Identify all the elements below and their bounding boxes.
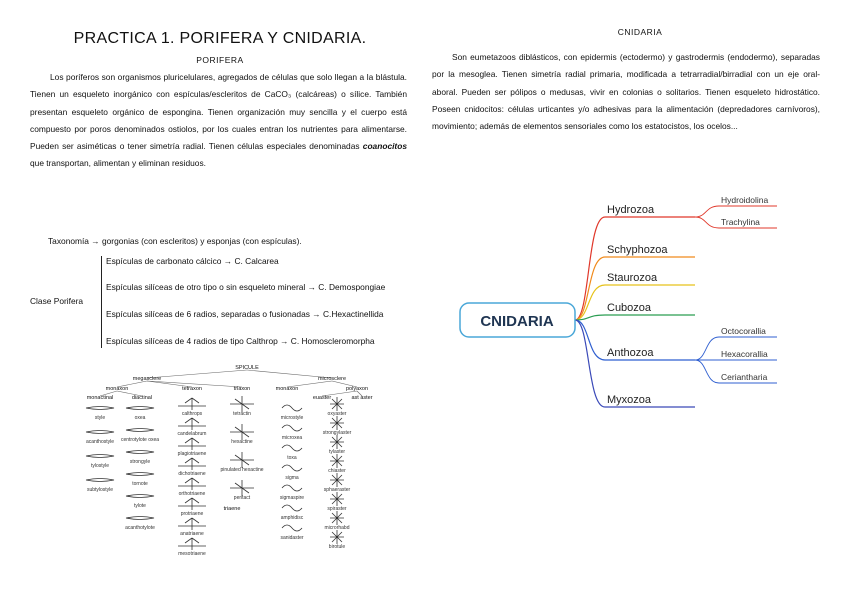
spicule-diagram [82, 362, 382, 572]
spicule-shape-sigma [282, 465, 302, 471]
branch-triaxon: triaxon [233, 386, 251, 392]
sub-diactinal: diactinal [131, 395, 153, 401]
mindmap-class-myxozoa: Myxozoa [607, 394, 652, 406]
spicule-shape-sanidaster [282, 525, 302, 531]
spicule-label-mesotriaene: mesotriaene [178, 551, 206, 557]
spicule-label-microxea: microxea [281, 435, 303, 441]
spicule-shape-pentact [230, 480, 254, 496]
porifera-heading: PORIFERA [196, 55, 244, 65]
spicule-shape-strongylaster [330, 416, 344, 430]
cnidaria-intro [432, 49, 820, 135]
mindmap-subclass-octocorallia: Octocorallia [721, 326, 766, 336]
spicule-shape-birotule [330, 530, 344, 544]
spicule-label-anatriaene: anatriaene [180, 531, 204, 537]
spicule-label-microstyle: microstyle [280, 415, 304, 421]
mindmap-class-hydrozoa: Hydrozoa [607, 204, 655, 216]
branch-tetraxon: tetraxon [182, 386, 202, 392]
cnidaria-intro-text: Son eumetazoos diblásticos, con epidermis (ectodermo) y gastrodermis (endodermo), separadas por la mesoglea. Tienen simetría radial primaria, modificada a tetrarradial/birradial con un eje oral-aboral. Pueden ser pólipos o medusas, vivir en colonias o solitarios. Tienen esqueleto hidrostático. Poseen cnidocitos: células urticantes y/o adhesivas para la alimentación (depredadores carnívoros), movimiento; además de elementos sensoriales como los estatocistos, los ocelos... [432, 52, 820, 132]
megasclere-label: megasclere [132, 376, 162, 382]
spicule-shape-oxea [126, 407, 154, 410]
spicule-root: SPICULE [235, 365, 259, 371]
spicule-shape-microrhabd [330, 511, 344, 525]
spicule-label-spiraster: spiraster [327, 506, 347, 512]
spicule-shape-orthotriaene [178, 478, 206, 490]
clase-item-homoscleromorpha: Espículas silíceas de 4 radios de tipo Calthrop → C. Homoscleromorpha [106, 336, 375, 346]
spicule-shape-spiraster [330, 492, 344, 506]
coanocitos-term: coanocitos [362, 141, 407, 152]
porifera-intro [30, 69, 407, 173]
spicule-label-strongyle: strongyle [129, 459, 151, 465]
spicule-shape-amphidisc [282, 505, 302, 511]
spicule-label-subtylostyle: subtylostyle [86, 487, 114, 493]
spicule-label-orthotriaene: orthotriaene [178, 491, 206, 497]
spicule-shape-acanthotylote [126, 517, 154, 520]
spicule-shape-plagiotriaene [178, 438, 206, 450]
spicule-shape-centrotylote-oxea [126, 429, 154, 432]
spicule-shape-mesotriaene [178, 538, 206, 550]
sub-euaster: euaster [312, 395, 332, 401]
spicule-label-centrotylote-oxea: centrotylote oxea [120, 437, 160, 443]
spicule-shape-pinulated-hexactine [230, 452, 254, 468]
mindmap-subclass-ceriantharia: Ceriantharia [721, 372, 768, 382]
spicule-shape-anatriaene [178, 518, 206, 530]
spicule-label-sanidaster: sanidaster [280, 535, 304, 541]
mindmap-subclass-hydroidolina: Hydroidolina [721, 195, 769, 205]
spicule-label-sigmaspire: sigmaspire [279, 495, 305, 501]
branch-polyaxon: polyaxon [345, 386, 369, 392]
spicule-label-acanthotylote: acanthotylote [125, 525, 155, 531]
spicule-label-acanthostyle: acanthostyle [85, 439, 115, 445]
spicule-shape-microstyle [282, 405, 302, 411]
spicule-label-tetractin: tetractin [233, 411, 251, 417]
spicule-shape-sphaeraster [330, 473, 344, 487]
cnidaria-heading: CNIDARIA [617, 27, 663, 37]
triaene-label: triaene [223, 506, 241, 512]
sub-monactinal: monactinal [86, 395, 114, 401]
spicule-shape-style [86, 407, 114, 410]
spicule-label-candelabrum: candelabrum [177, 431, 207, 437]
spicule-label-sigma: sigma [285, 475, 299, 481]
mindmap-class-anthozoa: Anthozoa [607, 347, 654, 359]
taxonomy-line: Taxonomía → gorgonias (con escleritos) y esponjas (con espículas). [48, 236, 302, 246]
spicule-shape-tornote [126, 473, 154, 476]
spicule-label-plagiotriaene: plagiotriaene [177, 451, 207, 457]
spicule-label-amphidisc: amphidisc [280, 515, 304, 521]
spicule-label-sphaeraster: sphaeraster [323, 487, 351, 493]
spicule-label-calthrops: calthrops [181, 411, 203, 417]
cnidaria-mindmap [455, 195, 795, 430]
spicule-shape-tylote [126, 495, 154, 498]
mindmap-subclass-trachylina: Trachylina [721, 217, 760, 227]
porifera-intro-text-2: que transportan, alimentan y eliminan residuos. [30, 158, 206, 169]
spicule-shape-toxa [282, 445, 302, 451]
spicule-label-style: style [94, 415, 106, 421]
spicule-shape-protriaene [178, 498, 206, 510]
spicule-label-dichotriaene: dichotriaene [178, 471, 206, 477]
spicule-shape-candelabrum [178, 418, 206, 430]
mindmap-subbranch-hydroidolina [695, 206, 777, 217]
branch-monaxon: monaxon [105, 386, 129, 392]
spicule-shape-tetractin [230, 396, 254, 412]
spicule-shape-hexactine [230, 424, 254, 440]
spicule-label-hexactine: hexactine [231, 439, 253, 445]
spicule-label-tylaster: tylaster [328, 449, 346, 455]
spicule-shape-chiaster [330, 454, 344, 468]
spicule-label-pinulated-hexactine: pinulated hexactine [220, 467, 264, 473]
sub-streptaster: ast aster [351, 395, 373, 401]
spicule-label-tylostyle: tylostyle [90, 463, 110, 469]
mindmap-class-staurozoa: Staurozoa [607, 272, 658, 284]
spicule-shape-strongyle [126, 451, 154, 454]
mindmap-branch-cubozoa [575, 315, 695, 320]
spicule-label-tylote: tylote [134, 503, 146, 509]
spicule-label-toxa: toxa [287, 455, 297, 461]
spicule-shape-oxyaster [330, 397, 344, 411]
page-title: PRACTICA 1. PORIFERA Y CNIDARIA. [73, 30, 367, 47]
spicule-shape-acanthostyle [86, 431, 114, 434]
mindmap-root-label: CNIDARIA [480, 313, 554, 330]
spicule-shape-dichotriaene [178, 458, 206, 470]
mindmap-subclass-hexacorallia: Hexacorallia [721, 349, 768, 359]
spicule-shape-tylostyle [86, 455, 114, 458]
spicule-label-oxea: oxea [134, 415, 146, 421]
mindmap-class-cubozoa: Cubozoa [607, 302, 652, 314]
spicule-label-pentact: pentact [233, 495, 251, 501]
spicule-shape-microxea [282, 425, 302, 431]
spicule-shape-calthrops [178, 398, 206, 410]
spicule-label-chiaster: chiaster [328, 468, 346, 474]
spicule-label-tornote: tornote [132, 481, 148, 487]
spicule-shape-subtylostyle [86, 479, 114, 482]
branch-monaxon-micro: monaxon [275, 386, 299, 392]
porifera-intro-text-1: Los poríferos son organismos pluricelulares, agregados de células que solo llegan a la blástula. Tienen un esqueleto inorgánico con espículas/escleritos de CaCO₃ (calcáreas) o sílice. También presentan esqueleto orgánico de espongina. Tienen organización muy sencilla y el cuerpo está compuesto por poros denominados ostiolos, por los cuales entran los nutrientes para alimentarse. Pueden ser asiméticas o tener simetría radial. Tienen células especiales denominadas [30, 72, 407, 152]
spicule-label-oxyaster: oxyaster [327, 411, 347, 417]
spicule-label-protriaene: protriaene [180, 511, 204, 517]
spicule-label-microrhabd: microrhabd [324, 525, 350, 531]
clase-brace [101, 256, 102, 348]
spicule-shape-sigmaspire [282, 485, 302, 491]
clase-item-hexactinellida: Espículas silíceas de 6 radios, separadas o fusionadas → C.Hexactinellida [106, 309, 384, 319]
mindmap-class-schyphozoa: Schyphozoa [607, 244, 668, 256]
microsclere-label: microsclere [317, 376, 347, 382]
spicule-label-strongylaster: strongylaster [322, 430, 352, 436]
clase-item-demospongiae: Espículas silíceas de otro tipo o sin esqueleto mineral → C. Demospongiae [106, 282, 386, 292]
spicule-shape-tylaster [330, 435, 344, 449]
clase-item-calcarea: Espículas de carbonato cálcico → C. Calcarea [106, 256, 279, 266]
clase-porifera-label: Clase Porifera [30, 296, 84, 306]
spicule-label-birotule: birotule [328, 544, 346, 550]
